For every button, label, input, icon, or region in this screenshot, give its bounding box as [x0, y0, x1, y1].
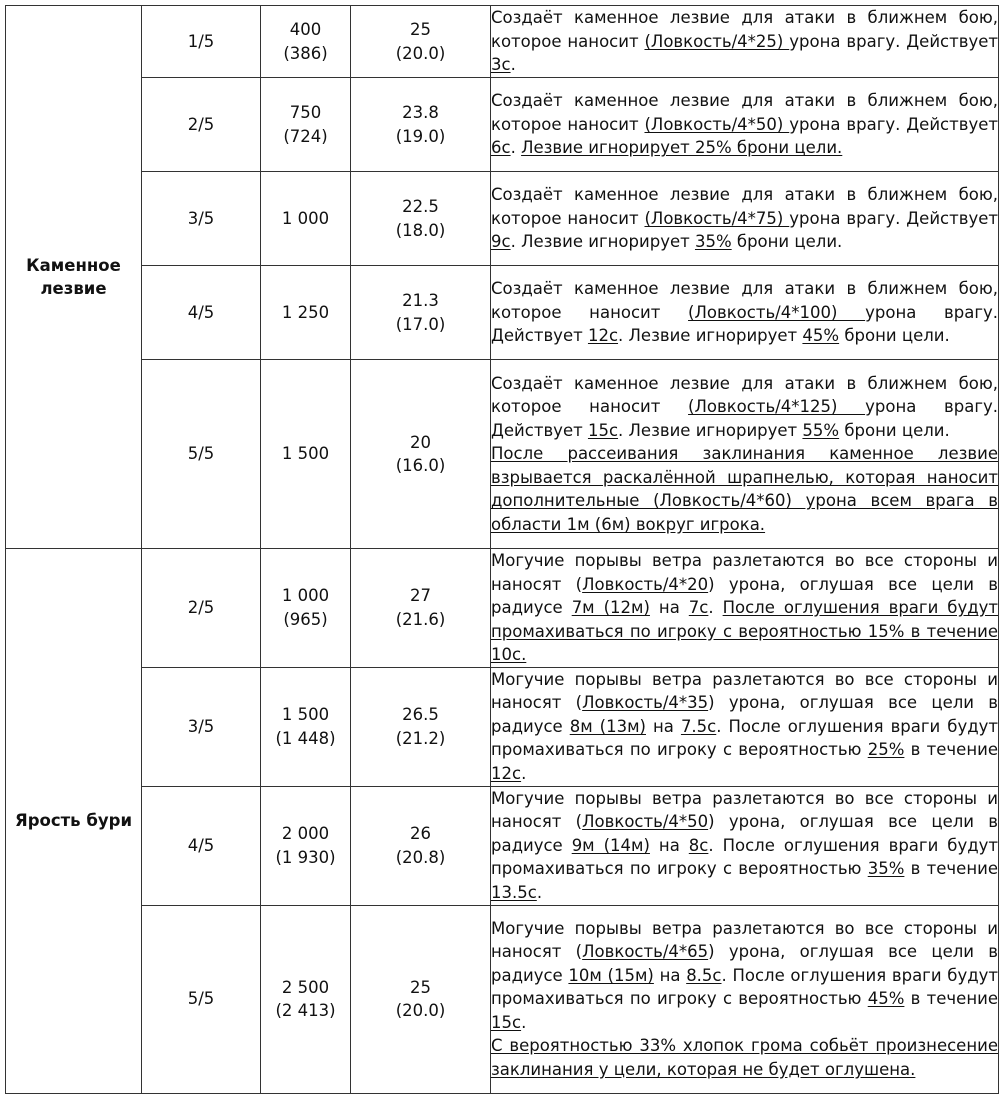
- skill-cooldown-cell: [351, 905, 491, 1093]
- skill-cost-alt: (386): [283, 43, 328, 63]
- skill-description: [491, 266, 999, 360]
- description-fragment: урона врагу. Действует: [789, 114, 998, 134]
- description-fragment: Могучие порывы ветра разлетаются во все стороны и наносят (: [491, 669, 998, 713]
- highlighted-value: (Ловкость/4*125): [688, 397, 866, 417]
- highlighted-value: 45%: [867, 989, 905, 1009]
- skill-cooldown-cell: [351, 266, 491, 360]
- highlighted-value: 15с: [587, 420, 619, 440]
- description-fragment: Создаёт каменное лезвие для атаки в ближнем бою, которое наносит: [491, 185, 998, 228]
- highlighted-value: После оглушения враги будут промахиваться по игроку с вероятностью 15% в течение 10с.: [491, 598, 998, 664]
- skill-cooldown-alt: (20.0): [395, 1001, 446, 1020]
- description-fragment: .: [521, 1012, 527, 1032]
- skill-name: Каменное лезвие: [6, 6, 142, 549]
- skill-description: [491, 172, 999, 266]
- description-fragment: .: [536, 882, 543, 902]
- description-fragment: урона врагу. Действует: [789, 208, 998, 228]
- skill-description: [491, 78, 999, 172]
- description-fragment: в течение: [904, 859, 998, 879]
- skill-cooldown: 21.3: [402, 291, 439, 310]
- skill-cost-cell: [261, 6, 351, 78]
- skill-level: 4/5: [142, 266, 261, 360]
- highlighted-value: (Ловкость/4*100): [688, 302, 866, 322]
- highlighted-value: Лезвие игнорирует 25% брони цели.: [521, 138, 843, 158]
- highlighted-value: 45%: [802, 326, 840, 346]
- skill-level-row: [6, 667, 999, 786]
- skill-cooldown-cell: [351, 78, 491, 172]
- description-fragment: в течение: [904, 989, 998, 1009]
- skill-cost: 2 000: [281, 824, 330, 843]
- bonus-effect-text: После рассеивания заклинания каменное лезвие взрывается раскалённой шрапнелью, которая наносит дополнительные (Ловкость/4*60) урона всем врага в области 1м (6м) вокруг игрока.: [491, 444, 998, 534]
- skill-cooldown-alt: (20.0): [395, 43, 446, 63]
- skill-name: Ярость бури: [6, 549, 142, 1094]
- skill-level-row: [6, 6, 999, 78]
- description-fragment: Создаёт каменное лезвие для атаки в ближнем бою, которое наносит: [491, 8, 998, 51]
- description-fragment: ) урона, оглушая все цели в радиусе: [491, 942, 998, 985]
- skill-level-row: [6, 172, 999, 266]
- skill-cost-cell: [261, 549, 351, 668]
- highlighted-value: 15с: [491, 1012, 522, 1032]
- highlighted-value: 35%: [694, 232, 732, 252]
- description-fragment: . Лезвие игнорирует: [510, 232, 695, 252]
- description-fragment: на: [646, 716, 681, 736]
- highlighted-value: 25%: [867, 740, 905, 760]
- skill-cost: 2 500: [281, 977, 330, 997]
- skill-cost: 1 500: [281, 444, 330, 464]
- highlighted-value: 7.5с: [680, 716, 717, 736]
- highlighted-value: (Ловкость/4*25): [644, 31, 790, 51]
- highlighted-value: Ловкость/4*50: [582, 812, 709, 832]
- skill-cost-cell: [261, 786, 351, 905]
- skill-cooldown: 22.5: [402, 197, 439, 216]
- skill-cost-alt: (965): [283, 609, 328, 629]
- skill-cooldown: 26.5: [402, 705, 439, 724]
- description-fragment: на: [653, 965, 687, 985]
- skill-level: 1/5: [142, 6, 261, 78]
- description-fragment: ) урона, оглушая все цели в радиусе: [491, 693, 998, 736]
- highlighted-value: 10м (15м): [568, 965, 654, 985]
- description-fragment: брони цели.: [839, 326, 950, 346]
- skill-cooldown-alt: (17.0): [395, 314, 446, 334]
- description-text: [491, 89, 998, 160]
- skill-level: 2/5: [142, 549, 261, 668]
- description-text: [491, 6, 998, 77]
- skill-cost: 400: [289, 20, 322, 39]
- description-fragment: . После оглушения враги будут промахиваться по игроку с вероятностью: [491, 965, 999, 1009]
- description-text: [491, 917, 998, 1035]
- skill-table: [5, 5, 999, 1094]
- description-fragment: .: [510, 138, 522, 158]
- description-fragment: Создаёт каменное лезвие для атаки в ближнем бою, которое наносит: [491, 279, 998, 322]
- description-fragment: в течение: [904, 740, 998, 760]
- skill-cooldown-alt: (16.0): [395, 456, 446, 475]
- skill-cost-alt: (1 930): [275, 847, 336, 867]
- skill-level: 5/5: [142, 360, 261, 549]
- highlighted-value: 12с: [587, 326, 619, 346]
- description-text: [491, 183, 998, 254]
- description-fragment: . После оглушения враги будут промахиваться по игроку с вероятностью: [491, 716, 999, 760]
- description-fragment: .: [521, 763, 527, 783]
- skill-cost-cell: [261, 172, 351, 266]
- description-fragment: брони цели.: [839, 420, 950, 440]
- highlighted-value: 13.5с: [491, 882, 537, 902]
- highlighted-value: 8с: [688, 835, 709, 855]
- skill-cooldown-alt: (21.2): [395, 728, 446, 748]
- description-text: [491, 277, 998, 348]
- description-fragment: урона врагу. Действует: [491, 302, 999, 346]
- skill-cost: 750: [289, 103, 322, 122]
- skill-cost-cell: [261, 667, 351, 786]
- skill-cooldown: 20: [410, 432, 431, 452]
- highlighted-value: 7м (12м): [571, 598, 650, 617]
- skill-description: [491, 667, 999, 786]
- skill-level-row: [6, 905, 999, 1093]
- skill-cooldown-cell: [351, 6, 491, 78]
- description-fragment: ) урона, оглушая все цели в радиусе: [491, 574, 998, 617]
- skill-cost: 1 250: [281, 302, 330, 322]
- skill-cooldown-cell: [351, 786, 491, 905]
- description-text: [491, 787, 998, 905]
- skill-cooldown-cell: [351, 667, 491, 786]
- skill-cost-cell: [261, 360, 351, 549]
- description-fragment: урона врагу. Действует: [491, 397, 999, 440]
- description-fragment: Создаёт каменное лезвие для атаки в ближнем бою, которое наносит: [491, 91, 998, 134]
- highlighted-value: 7с: [688, 598, 709, 617]
- description-fragment: Могучие порывы ветра разлетаются во все стороны и наносят (: [491, 788, 998, 832]
- highlighted-value: 55%: [802, 420, 840, 440]
- skill-level: 3/5: [142, 667, 261, 786]
- skill-level-row: [6, 360, 999, 549]
- skill-cooldown: 27: [410, 586, 431, 606]
- skill-cooldown-cell: [351, 360, 491, 549]
- skill-level-row: [6, 266, 999, 360]
- description-fragment: брони цели.: [731, 232, 843, 252]
- highlighted-value: Ловкость/4*20: [582, 574, 709, 594]
- description-fragment: Могучие порывы ветра разлетаются во все стороны и наносят (: [491, 918, 998, 962]
- skill-cost: 1 000: [281, 586, 330, 606]
- skill-description: [491, 6, 999, 78]
- skill-level-row: [6, 549, 999, 668]
- description-fragment: на: [649, 598, 689, 617]
- highlighted-value: 3с: [491, 55, 511, 75]
- description-fragment: . Лезвие игнорирует: [618, 420, 803, 440]
- skill-level: 4/5: [142, 786, 261, 905]
- highlighted-value: 8.5с: [686, 965, 722, 985]
- highlighted-value: 9м (14м): [571, 835, 650, 855]
- skill-cooldown-cell: [351, 172, 491, 266]
- description-fragment: ) урона, оглушая все цели в радиусе: [491, 812, 998, 855]
- description-fragment: урона врагу. Действует: [789, 31, 998, 51]
- description-text: [491, 668, 998, 786]
- skill-cost: 1 000: [281, 208, 330, 228]
- skill-cooldown-cell: [351, 549, 491, 668]
- description-fragment: . После оглушения враги будут промахиваться по игроку с вероятностью: [491, 835, 998, 879]
- highlighted-value: 12с: [491, 763, 522, 783]
- skill-cost: 1 500: [281, 705, 330, 724]
- skill-cost-alt: (2 413): [275, 1001, 336, 1020]
- skill-level-row: [6, 78, 999, 172]
- skill-level: 2/5: [142, 78, 261, 172]
- skill-level-row: [6, 786, 999, 905]
- skill-level: 3/5: [142, 172, 261, 266]
- skill-cost-alt: (1 448): [275, 728, 336, 748]
- highlighted-value: 35%: [867, 859, 905, 879]
- description-fragment: .: [510, 55, 516, 75]
- bonus-effect-text: С вероятностью 33% хлопок грома собьёт произнесение заклинания у цели, которая не будет оглушена.: [491, 1036, 998, 1079]
- skill-cost-cell: [261, 266, 351, 360]
- skill-cooldown: 26: [410, 824, 431, 843]
- highlighted-value: (Ловкость/4*75): [644, 208, 790, 228]
- description-fragment: Создаёт каменное лезвие для атаки в ближнем бою, которое наносит: [491, 373, 998, 417]
- skill-cooldown: 25: [410, 20, 431, 39]
- skill-description: [491, 360, 999, 549]
- highlighted-value: (Ловкость/4*50): [644, 114, 790, 134]
- skill-cooldown: 23.8: [402, 103, 439, 122]
- skill-cooldown-alt: (20.8): [395, 847, 446, 867]
- skill-description: [491, 786, 999, 905]
- skill-description: [491, 549, 999, 668]
- description-text: [491, 549, 998, 667]
- skill-description: [491, 905, 999, 1093]
- highlighted-value: Ловкость/4*65: [582, 942, 709, 962]
- highlighted-value: 8м (13м): [569, 716, 646, 736]
- highlighted-value: 9с: [491, 232, 511, 252]
- skill-cooldown-alt: (19.0): [395, 126, 446, 146]
- description-fragment: на: [649, 835, 689, 855]
- skill-cost-cell: [261, 905, 351, 1093]
- description-fragment: .: [708, 598, 723, 617]
- skill-cooldown-alt: (21.6): [395, 609, 446, 629]
- description-fragment: . Лезвие игнорирует: [618, 326, 803, 346]
- skill-cost-alt: (724): [283, 126, 328, 146]
- description-fragment: Могучие порывы ветра разлетаются во все стороны и наносят (: [491, 551, 998, 594]
- description-text: [491, 372, 998, 443]
- skill-cooldown-alt: (18.0): [395, 220, 446, 240]
- skill-cost-cell: [261, 78, 351, 172]
- highlighted-value: 6с: [491, 138, 511, 158]
- highlighted-value: Ловкость/4*35: [582, 693, 709, 713]
- skill-cooldown: 25: [410, 977, 431, 997]
- skill-level: 5/5: [142, 905, 261, 1093]
